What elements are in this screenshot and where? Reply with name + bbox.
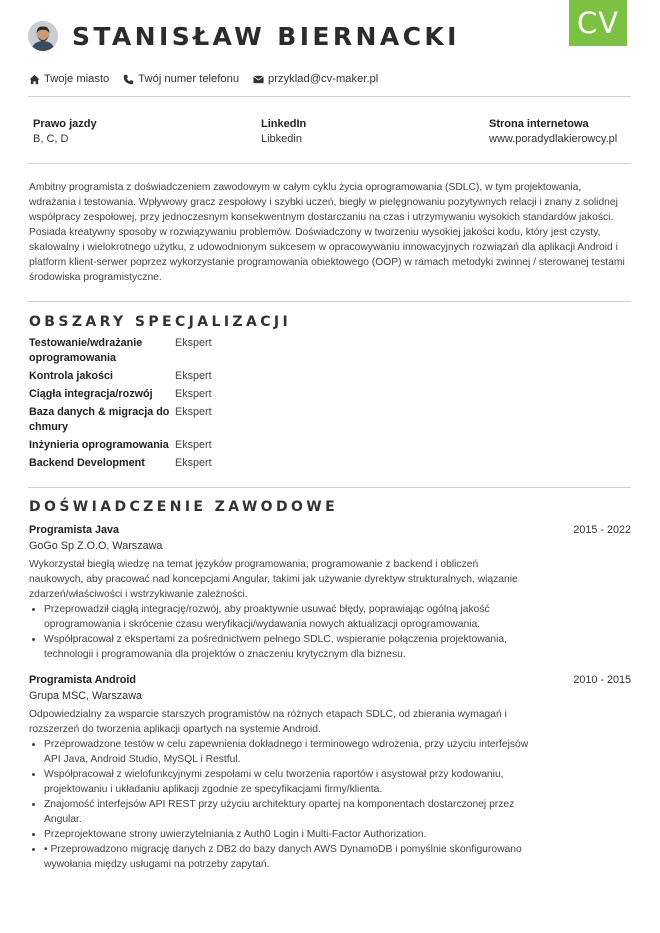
job-bullets xyxy=(29,602,529,662)
job-bullet: • Przeprowadzone testów w celu zapewnienia dokładnego i terminowego wdrożenia, przy użyciu interfejsów API Java, Android Studio, MySQL i Restful. xyxy=(44,737,529,767)
skill-name: Baza danych & migracja do chmury xyxy=(29,406,170,433)
job-bullet: • • Przeprowadzono migrację danych z DB2 do bazy danych AWS DynamoDB i pomyślnie skonfigurowano wywołania między usługami na potrzeby zapytań. xyxy=(44,842,529,872)
job-bullet: • Współpracował z wielofunkcyjnymi zespołami w celu tworzenia raportów i asystował przy kodowaniu, projektowaniu i układaniu aplikacji zgodnie ze specyfikacjami firmy/klienta. xyxy=(44,767,529,797)
job-company: GoGo Sp Z.O.O, Warszawa xyxy=(29,540,163,552)
profile-summary: Ambitny programista z doświadczeniem zawodowym w całym cyklu życia oprogramowania (SDLC), w tym projektowania, wdrażania i testowania. Wpływowy gracz zespołowy i szybki uczeń, biegły w pielęgnowaniu pozytywnych relacji i znany z solidnej współpracy zespołowej, przy jednoczesnym konsekwentnym dostarczaniu na czas i utrzymywaniu wysokich standardów jakości. Posiada kreatywny sposoby w rozwiązywaniu problemów. Doświadczony w tworzeniu wysokiej jakości kodu, który jest czysty, skalowalny i wielokrotnego użytku, z udowodnionym sukcesem w opracowywaniu innowacyjnych rozwiązań dla aplikacji Android i platform klient-serwer poprzez wykorzystanie programowania obiektowego (OOP) w ramach metodyki zwinnej / sterowanej testami środowiska programistyczne. xyxy=(29,182,625,283)
experience-section-title: DOŚWIADCZENIE ZAWODOWE xyxy=(29,499,339,515)
skill-row xyxy=(29,387,329,402)
job-bullet: • Przeprowadził ciągłą integrację/rozwój, aby proaktywnie usuwać błędy, poprawiając ogólną jakość oprogramowania i skrócenie czasu weryfikacji/wydawania nowych aktualizacji oprogramowania. xyxy=(44,602,529,632)
skill-name: Inżynieria oprogramowania xyxy=(29,439,169,451)
job-bullet: • Przeprojektowane strony uwierzytelniania z Auth0 Login i Multi-Factor Authorization. xyxy=(44,827,529,842)
contact-email[interactable] xyxy=(253,73,378,85)
info-website xyxy=(489,118,617,145)
skill-level: Ekspert xyxy=(175,457,212,469)
contact-city-text: Twoje miasto xyxy=(44,73,110,85)
divider xyxy=(28,163,631,164)
info-value[interactable]: Libkedin xyxy=(261,133,302,145)
job-title: Programista Android xyxy=(29,674,136,686)
skill-level: Ekspert xyxy=(175,439,212,451)
contact-phone xyxy=(123,73,239,85)
skill-name: Testowanie/wdrażanie oprogramowania xyxy=(29,337,143,364)
cv-badge: CV xyxy=(569,0,627,46)
job-title: Programista Java xyxy=(29,524,120,536)
divider xyxy=(28,487,631,488)
skill-row xyxy=(29,438,329,453)
job-company: Grupa MSC, Warszawa xyxy=(29,690,142,702)
job-entry-java xyxy=(29,524,631,662)
skill-row xyxy=(29,456,329,471)
header xyxy=(28,21,460,51)
skill-name: Kontrola jakości xyxy=(29,370,113,382)
skill-row xyxy=(29,369,329,384)
info-label: Strona internetowa xyxy=(489,118,589,130)
contact-bar xyxy=(29,73,392,85)
skill-level: Ekspert xyxy=(175,337,212,349)
contact-city xyxy=(29,73,109,85)
job-description: Odpowiedzialny za wsparcie starszych programistów na różnych etapach SDLC, od zbierania wymagań i rozszerzeń do tworzenia aplikacji opartych na systemie Android. xyxy=(29,709,507,735)
contact-phone-text: Twój numer telefonu xyxy=(138,73,240,85)
info-driving-license xyxy=(33,118,97,145)
job-entry-android xyxy=(29,674,631,872)
contact-email-text[interactable]: przyklad@cv-maker.pl xyxy=(268,73,379,85)
full-name: STANISŁAW BIERNACKI xyxy=(72,21,460,51)
skill-row xyxy=(29,405,329,435)
info-value: B, C, D xyxy=(33,133,69,145)
skill-name: Backend Development xyxy=(29,457,145,469)
job-bullet: • Współpracował z ekspertami za pośrednictwem pełnego SDLC, wspieranie połączenia projektowania, technologii i programowania dla projektów o znaczeniu krytycznym dla biznesu. xyxy=(44,632,529,662)
avatar xyxy=(28,21,58,51)
skill-name: Ciągła integracja/rozwój xyxy=(29,388,153,400)
skill-level: Ekspert xyxy=(175,406,212,418)
skill-row xyxy=(29,336,329,366)
skill-level: Ekspert xyxy=(175,388,212,400)
job-bullets xyxy=(29,737,529,872)
job-dates: 2010 - 2015 xyxy=(573,674,631,686)
skills-list xyxy=(29,336,329,474)
divider xyxy=(28,96,631,97)
skill-level: Ekspert xyxy=(175,370,212,382)
job-bullet: • Znajomość interfejsów API REST przy użyciu architektury opartej na komponentach dostarczonej przez Angular. xyxy=(44,797,529,827)
divider xyxy=(28,301,631,302)
info-value[interactable]: www.poradydlakierowcy.pl xyxy=(489,133,618,145)
info-linkedin xyxy=(261,118,306,145)
info-label: LinkedIn xyxy=(261,118,307,130)
job-dates: 2015 - 2022 xyxy=(573,524,631,536)
info-label: Prawo jazdy xyxy=(33,118,97,130)
home-icon xyxy=(29,74,40,85)
phone-icon xyxy=(123,74,134,85)
job-description: Wykorzystał biegłą wiedzę na temat języków programowania, programowanie z backend i obliczeń naukowych, aby pracować nad koncepcjami Angular, takimi jak używanie dyrektyw strukturalnych, wiązanie zdarzeń/właściwości i wstrzykiwanie zależności. xyxy=(29,559,518,600)
envelope-icon xyxy=(253,75,264,84)
skills-section-title: OBSZARY SPECJALIZACJI xyxy=(29,314,292,330)
